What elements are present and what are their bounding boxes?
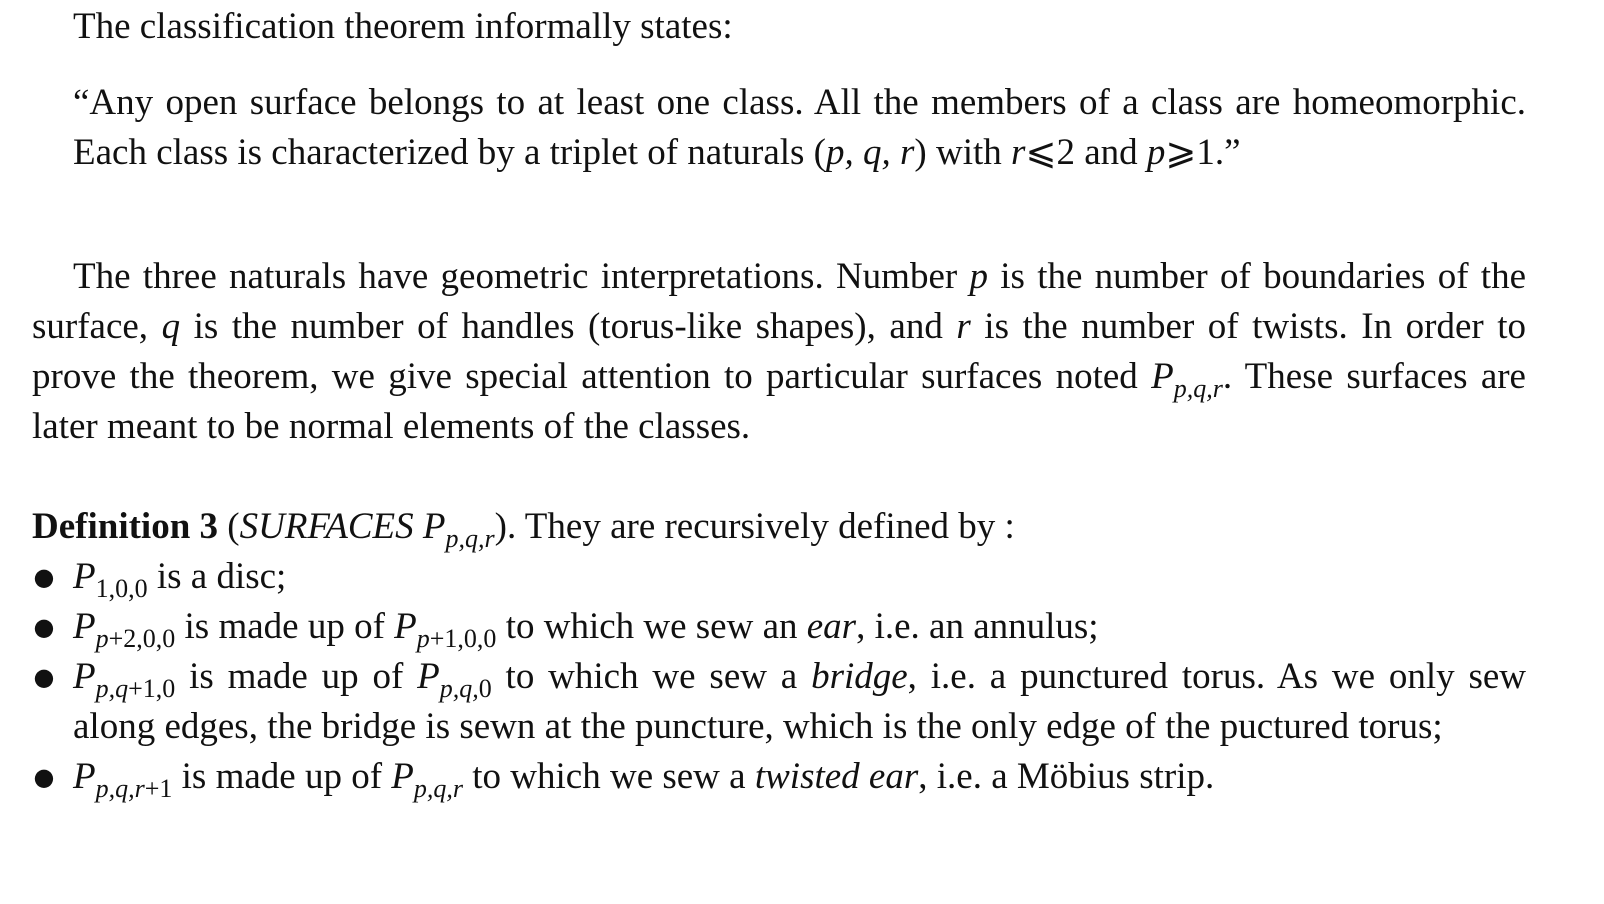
bullet-icon: ● [33, 763, 55, 791]
interpretation-paragraph [32, 252, 1526, 452]
item-P-subscript-italic: p,q [95, 674, 129, 703]
definition-rest: They are recursively defined by : [516, 506, 1015, 547]
bullet-icon: ● [33, 563, 55, 591]
item-P-symbol: P [73, 656, 96, 697]
item-text: is a disc; [147, 556, 287, 597]
list-item [32, 552, 1526, 602]
definition-list [32, 552, 1526, 802]
item-text-2: to which we sew a [491, 656, 812, 697]
item-text-3: , i.e. a Möbius strip. [918, 756, 1215, 797]
item-text-3: , i.e. a punctured torus. As we only sew along edges, the bridge is sewn at the puncture, which is the only edge of the puctured torus; [73, 656, 1526, 747]
quote-triplet: p, q, r [826, 132, 915, 173]
item-text-3: , i.e. an annulus; [856, 606, 1099, 647]
bullet-icon: ● [33, 613, 55, 641]
item-P-symbol-2: P [417, 656, 440, 697]
item-P-symbol: P [73, 756, 96, 797]
definition-P-subscript: p,q,r [445, 524, 495, 553]
item-emphasis: bridge [811, 656, 908, 697]
list-item [32, 652, 1526, 752]
quote-r-var: r [1011, 132, 1026, 173]
item-P-subscript-2: +1,0,0 [429, 624, 497, 653]
quote-le: ⩽2 [1025, 132, 1075, 173]
bullet-icon: ● [33, 663, 55, 691]
definition-close-paren: ). [494, 506, 517, 547]
list-item [32, 602, 1526, 652]
para-s4: is the number of twists. In order to prove the theorem, we give special attention to particular surfaces noted [32, 306, 1527, 397]
para-s1: The three naturals have geometric interpretations. Number [73, 256, 970, 297]
quote-and: and [1074, 132, 1147, 173]
item-P-subscript-italic: p [95, 624, 109, 653]
para-s5: . These surfaces are later meant to be normal elements of the classes. [32, 356, 1526, 447]
item-P-symbol-2: P [391, 756, 414, 797]
para-s3: is the number of handles (torus-like shapes), and [180, 306, 957, 347]
item-text: is made up of [172, 756, 392, 797]
item-emphasis: twisted ear [754, 756, 919, 797]
definition-open-paren: ( [218, 506, 240, 547]
item-text: is made up of [175, 606, 395, 647]
definition-title: SURFACES [239, 506, 423, 547]
item-P-subscript-2-italic: p [416, 624, 430, 653]
quote-p-var: p [1146, 132, 1166, 173]
definition-P-symbol: P [422, 506, 446, 547]
item-P-subscript: +1,0 [128, 674, 176, 703]
item-P-subscript-2-italic: p,q, [439, 674, 479, 703]
para-q-var: q [161, 306, 181, 347]
para-s2: is the number of boundaries of the surface, [32, 256, 1526, 347]
para-p-var: p [969, 256, 988, 297]
item-P-symbol-2: P [394, 606, 417, 647]
item-text-2: to which we sew an [496, 606, 807, 647]
item-P-subscript-italic: p,q,r [95, 774, 145, 803]
item-P-symbol: P [73, 606, 96, 647]
definition-label: Definition 3 [32, 506, 219, 547]
item-P-symbol: P [73, 556, 96, 597]
item-P-subscript: +2,0,0 [108, 624, 176, 653]
intro-text: The classification theorem informally states: [73, 6, 733, 47]
definition-heading [32, 502, 1015, 552]
item-text: is made up of [175, 656, 418, 697]
item-text-2: to which we sew a [463, 756, 755, 797]
quote-ge: ⩾1. [1165, 132, 1225, 173]
item-P-subscript-2: 0 [478, 674, 492, 703]
quote-middle: ) with [914, 132, 1012, 173]
theorem-quote [73, 78, 1526, 178]
item-P-subscript: 1,0,0 [95, 574, 148, 603]
para-P-subscript: p,q,r [1173, 374, 1223, 403]
item-emphasis: ear [806, 606, 857, 647]
item-P-subscript: +1 [144, 774, 173, 803]
para-P-symbol: P [1151, 356, 1174, 397]
para-r-var: r [956, 306, 971, 347]
quote-close: ” [1224, 132, 1241, 173]
quote-open: “Any open surface belongs to at least one class. All the members of a class are homeomorphic. Each class is characterized by a triplet of naturals ( [73, 82, 1526, 173]
list-item [32, 752, 1526, 802]
item-P-subscript-2-italic: p,q,r [413, 774, 464, 803]
